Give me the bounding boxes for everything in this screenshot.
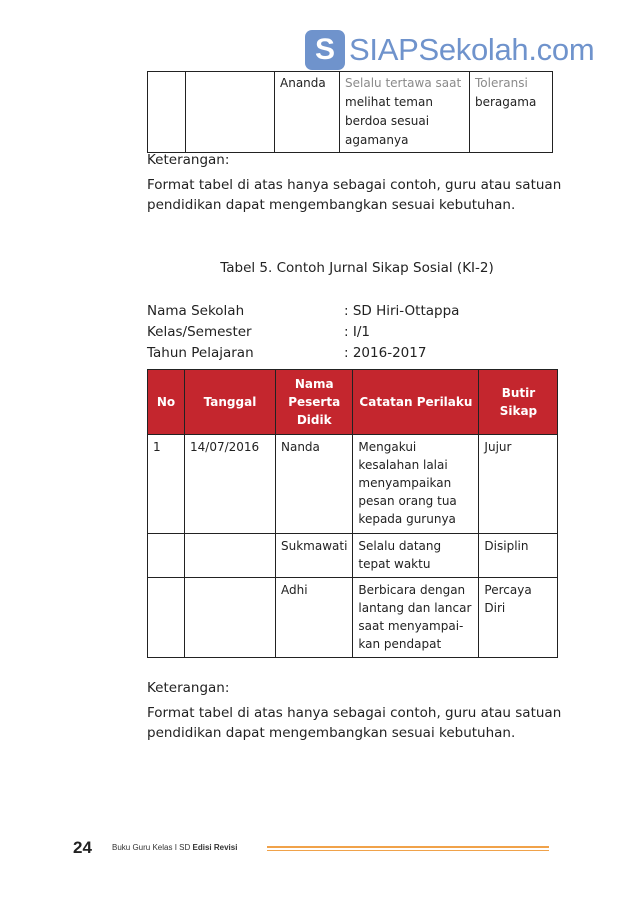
cell-no: 1	[148, 435, 185, 534]
info-row	[147, 322, 459, 343]
footer-divider	[267, 846, 549, 848]
info-row	[147, 343, 459, 364]
header-note: Catatan Perilaku	[353, 370, 479, 435]
book-name: Buku Guru Kelas I SD	[112, 843, 191, 852]
cell-no	[148, 578, 185, 658]
note-label: Keterangan:	[147, 680, 230, 696]
attitude-line: beragama	[475, 95, 537, 109]
cell-note: Selalu datang tepat waktu	[353, 534, 479, 578]
header-no: No	[148, 370, 185, 435]
table-header-row	[148, 370, 558, 435]
previous-table-fragment	[147, 71, 553, 153]
cell-note: Mengakui kesalahan lalai menyampaikan pesan orang tua kepada gurunya	[353, 435, 479, 534]
watermark	[305, 30, 594, 70]
cell-no	[148, 534, 185, 578]
info-row	[147, 301, 459, 322]
school-info	[147, 301, 459, 364]
page-number: 24	[73, 838, 92, 857]
note-text: Format tabel di atas hanya sebagai contoh, guru atau satuan pendidikan dapat mengembangkan sesuai kebutuhan.	[147, 705, 562, 741]
info-value: : I/1	[344, 324, 370, 340]
info-value: : 2016-2017	[344, 345, 427, 361]
header-student: Nama Peserta Didik	[276, 370, 353, 435]
info-value: : SD Hiri-Ottappa	[344, 303, 460, 319]
table-row	[148, 578, 558, 658]
cell-date	[185, 534, 276, 578]
info-label: Kelas/Semester	[147, 324, 252, 340]
header-date: Tanggal	[185, 370, 276, 435]
note-text: Format tabel di atas hanya sebagai contoh, guru atau satuan pendidikan dapat mengembangkan sesuai kebutuhan.	[147, 177, 562, 213]
footer-book-title	[112, 843, 237, 852]
table-row	[148, 435, 558, 534]
info-label: Tahun Pelajaran	[147, 345, 254, 361]
table-row	[148, 72, 553, 153]
table-row	[148, 534, 558, 578]
cell-date	[185, 578, 276, 658]
cell-note: Berbicara dengan lantang dan lancar saat menyampai-kan pendapat	[353, 578, 479, 658]
footer-divider	[267, 850, 549, 851]
attitude-first-line: Toleransi	[475, 76, 528, 90]
behavior-line: berdoa sesuai	[345, 114, 430, 128]
behavior-line: agamanya	[345, 133, 409, 147]
cell-date: 14/07/2016	[185, 435, 276, 534]
table-title: Tabel 5. Contoh Jurnal Sikap Sosial (KI-2)	[220, 260, 494, 276]
cell-attitude: Disiplin	[479, 534, 558, 578]
behavior-cell	[340, 72, 470, 153]
cell-student: Sukmawati	[276, 534, 353, 578]
behavior-first-line: Selalu tertawa saat	[345, 76, 462, 90]
edition-label: Edisi Revisi	[192, 843, 238, 852]
cell-student: Nanda	[276, 435, 353, 534]
cell-attitude: Jujur	[479, 435, 558, 534]
watermark-logo-icon: S	[305, 30, 345, 70]
attitude-cell	[470, 72, 553, 153]
info-label: Nama Sekolah	[147, 303, 245, 319]
note-label: Keterangan:	[147, 152, 230, 168]
cell-student: Adhi	[276, 578, 353, 658]
header-attitude: Butir Sikap	[479, 370, 558, 435]
cell-attitude: Percaya Diri	[479, 578, 558, 658]
behavior-line: melihat teman	[345, 95, 433, 109]
journal-table	[147, 369, 558, 658]
watermark-text: SIAPSekolah.com	[349, 32, 595, 67]
student-name-cell	[275, 72, 340, 153]
student-name: Ananda	[280, 76, 326, 90]
